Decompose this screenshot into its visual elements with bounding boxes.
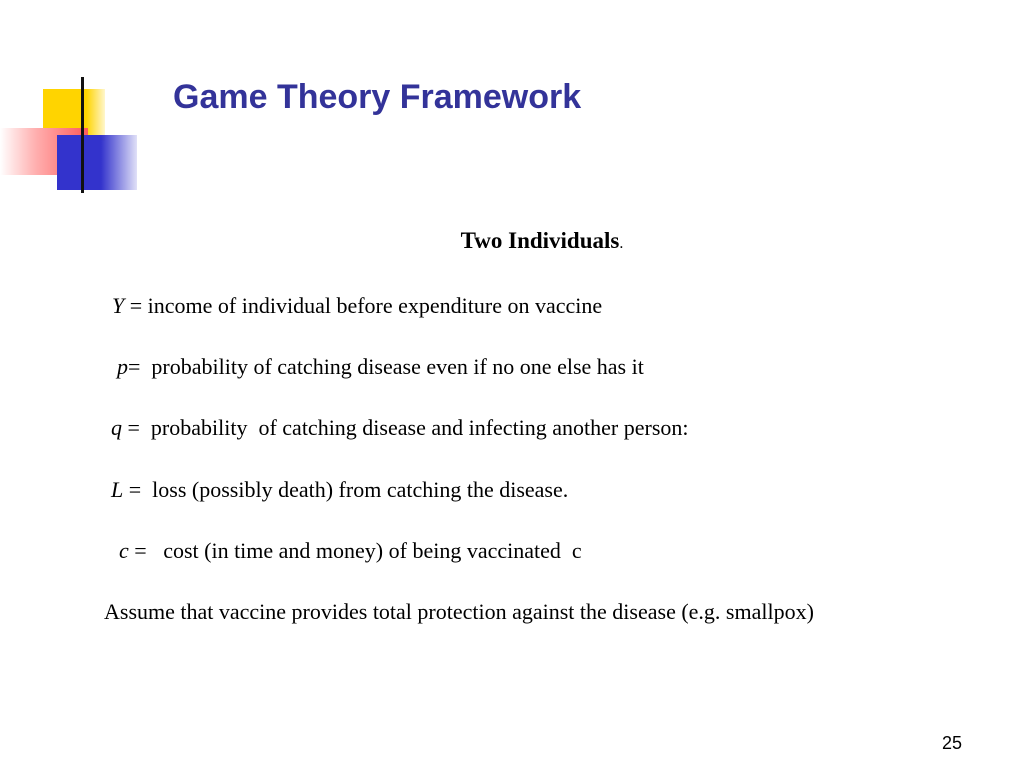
definition-equals: = <box>122 415 151 440</box>
vertical-rule <box>81 77 84 193</box>
definition-equals: = <box>124 293 148 318</box>
definition-text: income of individual before expenditure on vaccine <box>147 293 603 318</box>
definition-symbol: p <box>117 354 128 379</box>
definition-equals: = <box>123 477 153 502</box>
definition-p <box>117 354 644 380</box>
definition-equals: = <box>128 538 164 563</box>
definition-text: loss (possibly death) from catching the disease. <box>152 477 569 502</box>
assumption-text: Assume that vaccine provides total protection against the disease (e.g. smallpox) <box>104 599 814 624</box>
page-number: 25 <box>941 733 962 753</box>
definition-l <box>111 477 568 503</box>
definition-symbol: q <box>111 415 122 440</box>
definition-q <box>111 415 689 441</box>
definition-c <box>119 538 582 564</box>
definition-symbol: c <box>119 538 129 563</box>
definition-equals: = <box>128 354 152 379</box>
definition-y <box>112 293 602 319</box>
definition-symbol: Y <box>112 293 125 318</box>
definition-text: probability of catching disease and infecting another person: <box>150 415 689 440</box>
definition-text: probability of catching disease even if no one else has it <box>151 354 644 379</box>
corner-decoration <box>0 0 140 200</box>
subtitle-text: Two Individuals <box>460 228 620 253</box>
subtitle-punct: . <box>619 235 624 252</box>
definition-text: cost (in time and money) of being vaccinated c <box>163 538 582 563</box>
definition-symbol: L <box>111 477 124 502</box>
blue-square <box>57 135 137 190</box>
slide-subtitle <box>0 228 1024 254</box>
slide-title: Game Theory Framework <box>173 78 582 116</box>
